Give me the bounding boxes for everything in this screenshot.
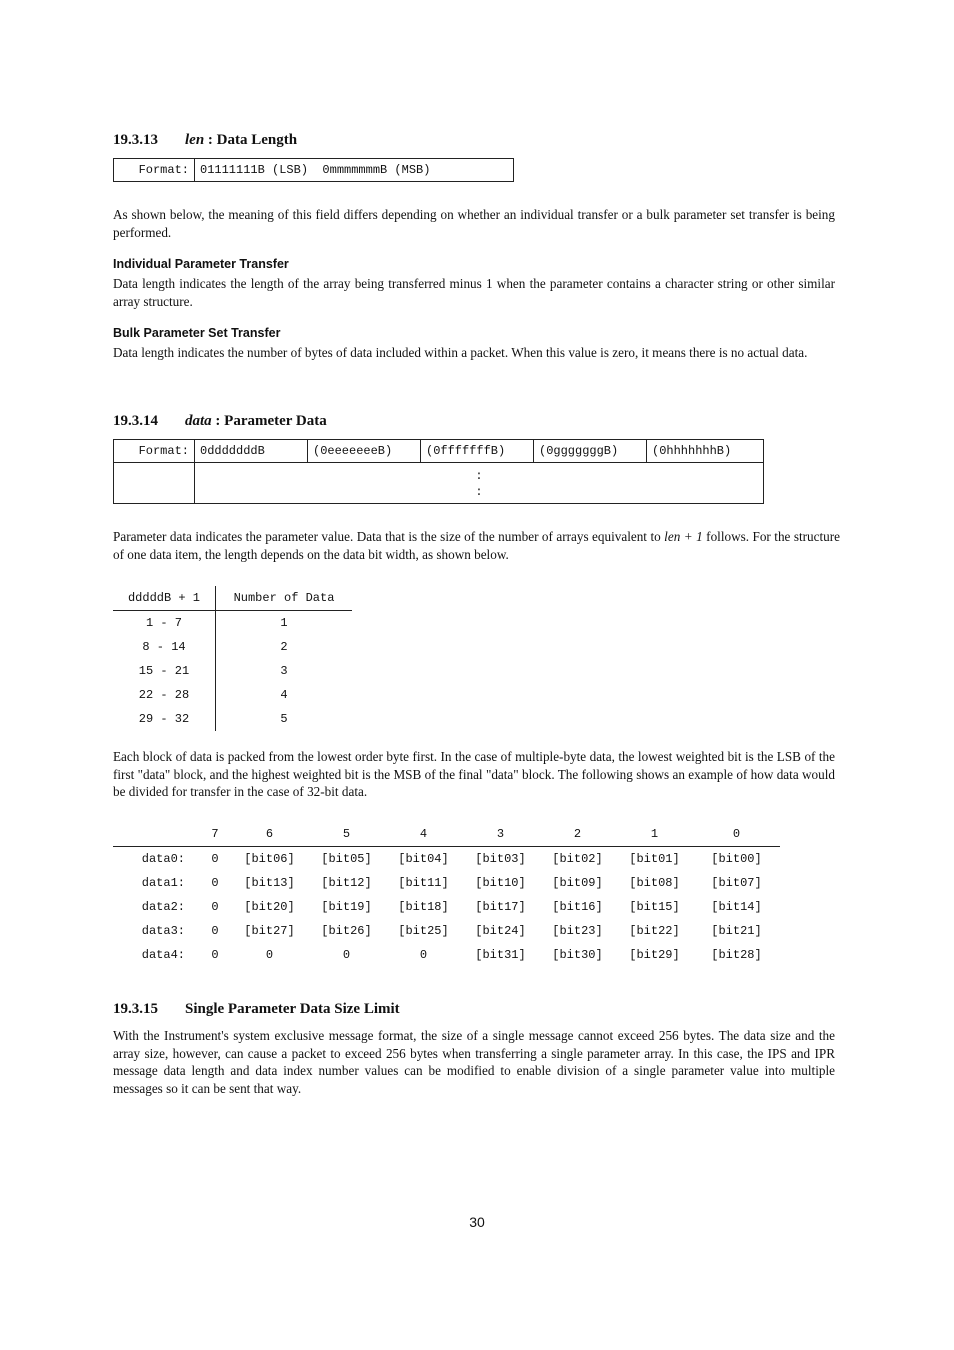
table-cell: 0 — [211, 924, 219, 938]
text-span: follows. For the structure of one data item, the length depends on the data bit width, as shown below. — [113, 529, 841, 562]
table-header: Number of Data — [216, 586, 353, 611]
table-cell: 0 — [211, 852, 219, 866]
table-cell: [bit25] — [398, 924, 449, 938]
text-span: Parameter data indicates the parameter value. Data that is the size of the number of arrays equivalent to — [113, 529, 665, 544]
table-cell: [bit01] — [629, 852, 680, 866]
table-header: dddddB + 1 — [113, 586, 216, 611]
table-cell: [bit16] — [552, 900, 603, 914]
table-cell: [bit21] — [711, 924, 762, 938]
table-cell: 0 — [211, 900, 219, 914]
table-cell: [bit28] — [711, 948, 762, 962]
bulk-transfer-heading: Bulk Parameter Set Transfer — [113, 326, 281, 340]
table-cell: [bit27] — [244, 924, 295, 938]
format-cell: (0eeeeeeeB) — [308, 440, 421, 463]
table-cell: [bit08] — [629, 876, 680, 890]
table-cell: [bit26] — [321, 924, 372, 938]
data-description — [113, 528, 840, 563]
table-cell: [bit31] — [475, 948, 526, 962]
individual-transfer-heading: Individual Parameter Transfer — [113, 257, 289, 271]
table-cell: [bit02] — [552, 852, 603, 866]
table-header: 1 — [616, 822, 693, 847]
row-label: data3: — [141, 924, 185, 938]
table-cell: [bit11] — [398, 876, 449, 890]
table-row — [113, 847, 780, 872]
format-cell: (0gggggggB) — [534, 440, 647, 463]
format-label: Format: — [114, 440, 195, 463]
table-cell: [bit10] — [475, 876, 526, 890]
row-label: data2: — [141, 900, 185, 914]
table-cell: [bit13] — [244, 876, 295, 890]
row-label: data4: — [141, 948, 185, 962]
table-cell: [bit14] — [711, 900, 762, 914]
table-cell: [bit03] — [475, 852, 526, 866]
section-title: : Parameter Data — [215, 413, 327, 429]
individual-transfer-text: Data length indicates the length of the array being transferred minus 1 when the parameter contains a character string or other similar array structure. — [113, 276, 835, 309]
size-limit-text: With the Instrument's system exclusive message format, the size of a single message cannot exceed 256 bytes. The data size and the array size, however, can cause a packet to exceed 256 bytes when transferring a single parameter array. In this case, the IPS and IPR message data length and data index number values can be modified to enable division of a single parameter value into multiple messages so it can be sent that way. — [113, 1028, 835, 1096]
table-cell: [bit18] — [398, 900, 449, 914]
table-row — [113, 707, 352, 731]
packing-description: Each block of data is packed from the lowest order byte first. In the case of multiple-byte data, the lowest weighted bit is the LSB of the first "data" block, and the highest weighted bit is the MSB of the final "data" block. The following shows an example of how data would be divided for transfer in the case of 32-bit data. — [113, 749, 835, 799]
len-description: As shown below, the meaning of this field differs depending on whether an individual transfer or a bulk parameter set transfer is being performed. — [113, 207, 835, 240]
table-cell: [bit17] — [475, 900, 526, 914]
table-cell: [bit06] — [244, 852, 295, 866]
data-format-table — [113, 439, 764, 504]
table-row — [113, 659, 352, 683]
table-header: 0 — [693, 822, 780, 847]
page-number: 30 — [469, 1214, 485, 1230]
field-name: data — [185, 413, 212, 429]
section-heading-19-3-15 — [113, 1001, 400, 1018]
table-cell: 22 - 28 — [113, 683, 216, 707]
format-label: Format: — [114, 159, 195, 182]
table-cell: [bit29] — [629, 948, 680, 962]
table-row — [113, 895, 780, 919]
table-cell: [bit15] — [629, 900, 680, 914]
table-header: 6 — [231, 822, 308, 847]
row-label: data1: — [141, 876, 185, 890]
row-label: data0: — [141, 852, 185, 866]
len-format-table — [113, 158, 514, 182]
table-cell: 0 — [211, 948, 219, 962]
table-cell: [bit05] — [321, 852, 372, 866]
table-cell: 0 — [342, 948, 351, 962]
table-header: 5 — [308, 822, 385, 847]
table-cell: 1 — [280, 616, 288, 630]
table-cell: 1 - 7 — [113, 611, 216, 636]
table-header: 4 — [385, 822, 462, 847]
table-row — [113, 871, 780, 895]
section-heading-19-3-14 — [113, 413, 327, 430]
table-row — [113, 683, 352, 707]
format-cell: 0dddddddB — [195, 440, 308, 463]
section-title: : Data Length — [207, 132, 298, 148]
ellipsis-dot: : — [475, 469, 483, 483]
format-cell: (0hhhhhhhB) — [647, 440, 764, 463]
section-number: 19.3.15 — [113, 1001, 158, 1017]
table-cell: [bit04] — [398, 852, 449, 866]
table-cell: [bit07] — [711, 876, 762, 890]
table-row — [113, 611, 352, 636]
section-heading-19-3-13 — [113, 132, 297, 149]
table-header — [113, 822, 199, 847]
format-continuation — [195, 463, 764, 504]
table-cell: 3 — [280, 664, 288, 678]
table-cell: [bit09] — [552, 876, 603, 890]
table-header: 2 — [539, 822, 616, 847]
table-cell: 5 — [280, 712, 288, 726]
table-cell: 2 — [280, 640, 288, 654]
field-name: len — [185, 132, 205, 148]
table-row — [113, 635, 352, 659]
format-value: 01111111B (LSB) 0mmmmmmmB (MSB) — [195, 159, 514, 182]
table-cell: [bit19] — [321, 900, 372, 914]
table-cell: [bit30] — [552, 948, 603, 962]
table-cell: [bit20] — [244, 900, 295, 914]
table-row — [113, 943, 780, 967]
data-count-table — [113, 586, 352, 731]
section-number: 19.3.14 — [113, 413, 158, 429]
table-header: 7 — [199, 822, 231, 847]
table-cell: [bit00] — [711, 852, 762, 866]
table-cell: 15 - 21 — [113, 659, 216, 683]
section-title: Single Parameter Data Size Limit — [185, 1001, 400, 1017]
table-cell: 4 — [280, 688, 288, 702]
ellipsis-dot: : — [475, 485, 483, 499]
len-expression: len + 1 — [664, 529, 703, 544]
table-row — [113, 919, 780, 943]
bit-layout-table — [113, 822, 780, 967]
bulk-transfer-text: Data length indicates the number of bytes of data included within a packet. When this value is zero, it means there is no actual data. — [113, 345, 808, 360]
format-cell: (0fffffffB) — [421, 440, 534, 463]
table-cell: [bit12] — [321, 876, 372, 890]
table-cell: 0 — [419, 948, 428, 962]
table-cell: 0 — [211, 876, 219, 890]
table-cell: 0 — [265, 948, 274, 962]
table-cell: [bit23] — [552, 924, 603, 938]
table-header: 3 — [462, 822, 539, 847]
format-empty-cell — [114, 463, 195, 504]
table-cell: 8 - 14 — [113, 635, 216, 659]
section-number: 19.3.13 — [113, 132, 158, 148]
table-cell: [bit22] — [629, 924, 680, 938]
table-cell: [bit24] — [475, 924, 526, 938]
table-cell: 29 - 32 — [113, 707, 216, 731]
